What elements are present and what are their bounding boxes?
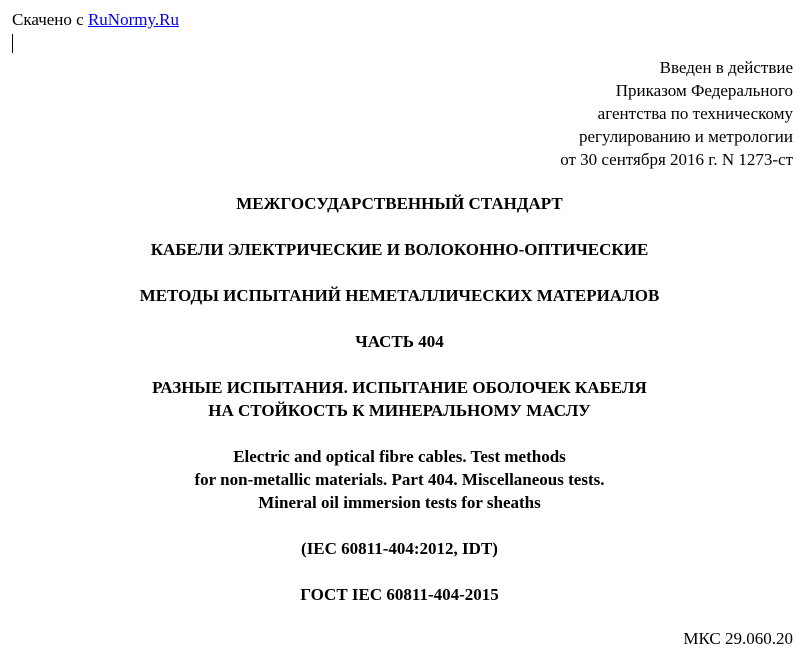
english-title-block [0,445,799,514]
enactment-line: от 30 сентября 2016 г. N 1273-ст [560,150,793,169]
source-line [12,10,179,30]
enactment-line: Приказом Федерального [615,81,793,100]
gost-designation: ГОСТ IEC 60811-404-2015 [300,585,499,604]
part-heading: ЧАСТЬ 404 [355,332,444,351]
english-title-line: Mineral oil immersion tests for sheaths [258,493,541,512]
enactment-line: регулированию и метрологии [578,127,793,146]
iec-reference: (IEC 60811-404:2012, IDT) [301,539,498,558]
standard-type-heading: МЕЖГОСУДАРСТВЕННЫЙ СТАНДАРТ [236,194,563,213]
subtitle-block [0,376,799,422]
title-line-2: МЕТОДЫ ИСПЫТАНИЙ НЕМЕТАЛЛИЧЕСКИХ МАТЕРИАЛОВ [139,286,660,305]
english-title-line: for non-metallic materials. Part 404. Miscellaneous tests. [194,470,605,489]
source-prefix: Скачено с [12,10,88,29]
english-title-line: Electric and optical fibre cables. Test methods [233,447,566,466]
subtitle-line: РАЗНЫЕ ИСПЫТАНИЯ. ИСПЫТАНИЕ ОБОЛОЧЕК КАБЕЛЯ [152,378,647,397]
text-cursor [12,34,13,53]
enactment-line: Введен в действие [659,58,793,77]
mks-code: МКС 29.060.20 [683,629,793,648]
title-line-1: КАБЕЛИ ЭЛЕКТРИЧЕСКИЕ И ВОЛОКОННО-ОПТИЧЕСКИЕ [150,240,649,259]
subtitle-line: НА СТОЙКОСТЬ К МИНЕРАЛЬНОМУ МАСЛУ [208,401,591,420]
runormy-link[interactable]: RuNormy.Ru [87,10,179,29]
enactment-line: агентства по техническому [597,104,793,123]
enactment-block [560,56,793,171]
